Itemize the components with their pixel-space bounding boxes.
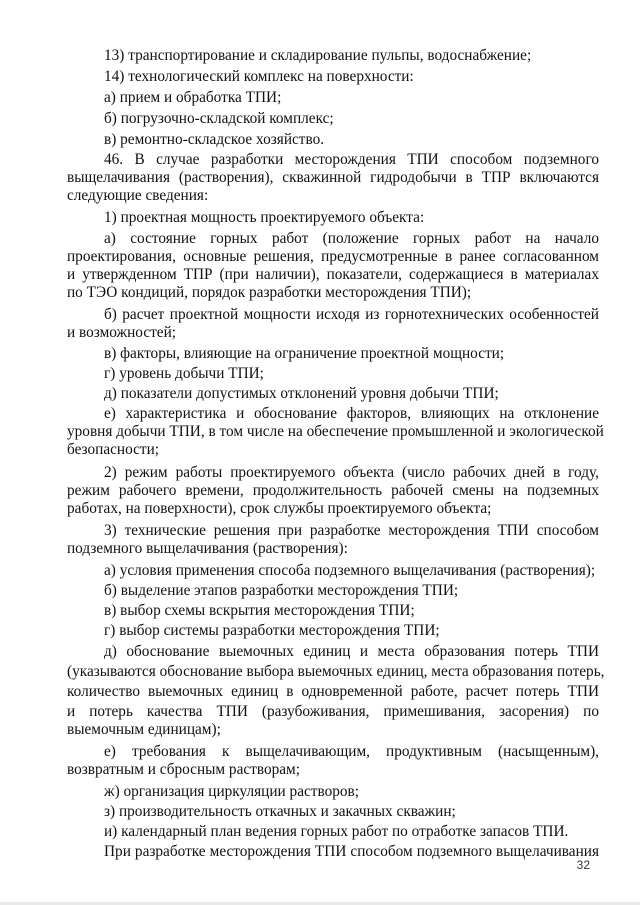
text-line: работах, на поверхности), срок службы проектируемого объекта;: [67, 500, 492, 517]
text-line: При разработке месторождения ТПИ способом подземного выщелачивания: [104, 843, 599, 860]
text-line: в) факторы, влияющие на ограничение проектной мощности;: [104, 345, 505, 362]
paragraph-46-line: выщелачивания (растворения), скважинной гидродобычи в ТПР включаются: [67, 169, 599, 186]
text-line: д) показатели допустимых отклонений уровня добычи ТПИ;: [104, 385, 499, 402]
text-line: 13) транспортирование и складирование пульпы, водоснабжение;: [104, 47, 532, 64]
text-line: 1) проектная мощность проектируемого объекта:: [104, 209, 425, 226]
text-line: и возможностей;: [67, 324, 177, 341]
text-line: выемочным единицам);: [67, 721, 221, 738]
text-line: 2) режим работы проектируемого объекта (число рабочих дней в году,: [104, 464, 599, 481]
text-line: уровня добычи ТПИ, в том числе на обеспечение промышленной и экологической: [67, 423, 604, 440]
text-line: 3) технические решения при разработке месторождения ТПИ способом: [104, 522, 599, 539]
paragraph-46-line: следующие сведения:: [67, 187, 209, 204]
text-line: в) ремонтно-складское хозяйство.: [104, 131, 325, 148]
text-line: 14) технологический комплекс на поверхности:: [104, 68, 414, 85]
text-line: е) требования к выщелачивающим, продуктивным (насыщенным),: [104, 743, 599, 760]
text-line: подземного выщелачивания (растворения):: [67, 540, 348, 557]
page-number: 32: [576, 858, 590, 872]
text-line: а) прием и обработка ТПИ;: [104, 89, 282, 106]
text-line: а) состояние горных работ (положение горных работ на начало: [104, 230, 599, 247]
text-line: д) обоснование выемочных единиц и места образования потерь ТПИ: [104, 643, 599, 660]
text-line: (указываются обоснование выбора выемочных единиц, места образования потерь,: [67, 663, 605, 680]
text-line: б) расчет проектной мощности исходя из горнотехнических особенностей: [104, 306, 599, 323]
text-line: б) выделение этапов разработки месторождения ТПИ;: [104, 582, 459, 599]
text-line: количество выемочных единиц в одновременной работе, расчет потерь ТПИ: [67, 683, 599, 700]
text-line: з) производительность откачных и закачных скважин;: [104, 803, 456, 820]
text-line: и утвержденном ТПР (при наличии), показатели, содержащиеся в материалах: [67, 266, 599, 283]
text-line: г) уровень добычи ТПИ;: [104, 365, 264, 382]
text-line: г) выбор системы разработки месторождения ТПИ;: [104, 622, 440, 639]
text-line: режим рабочего времени, продолжительность рабочей смены на подземных: [67, 482, 599, 499]
text-line: безопасности;: [67, 441, 160, 458]
text-line: е) характеристика и обоснование факторов, влияющих на отклонение: [104, 405, 599, 422]
text-line: по ТЭО кондиций, порядок разработки месторождения ТПИ);: [67, 284, 472, 301]
text-line: и потерь качества ТПИ (разубоживания, примешивания, засорения) по: [67, 703, 599, 720]
text-line: а) условия применения способа подземного выщелачивания (растворения);: [104, 562, 596, 579]
text-line: проектирования, основные решения, предусмотренные в ранее согласованном: [67, 248, 599, 265]
text-line: ж) организация циркуляции растворов;: [104, 783, 359, 800]
text-line: б) погрузочно-складской комплекс;: [104, 110, 334, 127]
text-line: и) календарный план ведения горных работ по отработке запасов ТПИ.: [104, 823, 569, 840]
paragraph-46-line: 46. В случае разработки месторождения ТПИ способом подземного: [104, 151, 599, 168]
text-line: в) выбор схемы вскрытия месторождения ТПИ;: [104, 602, 415, 619]
text-line: возвратным и сбросным растворам;: [67, 761, 300, 778]
